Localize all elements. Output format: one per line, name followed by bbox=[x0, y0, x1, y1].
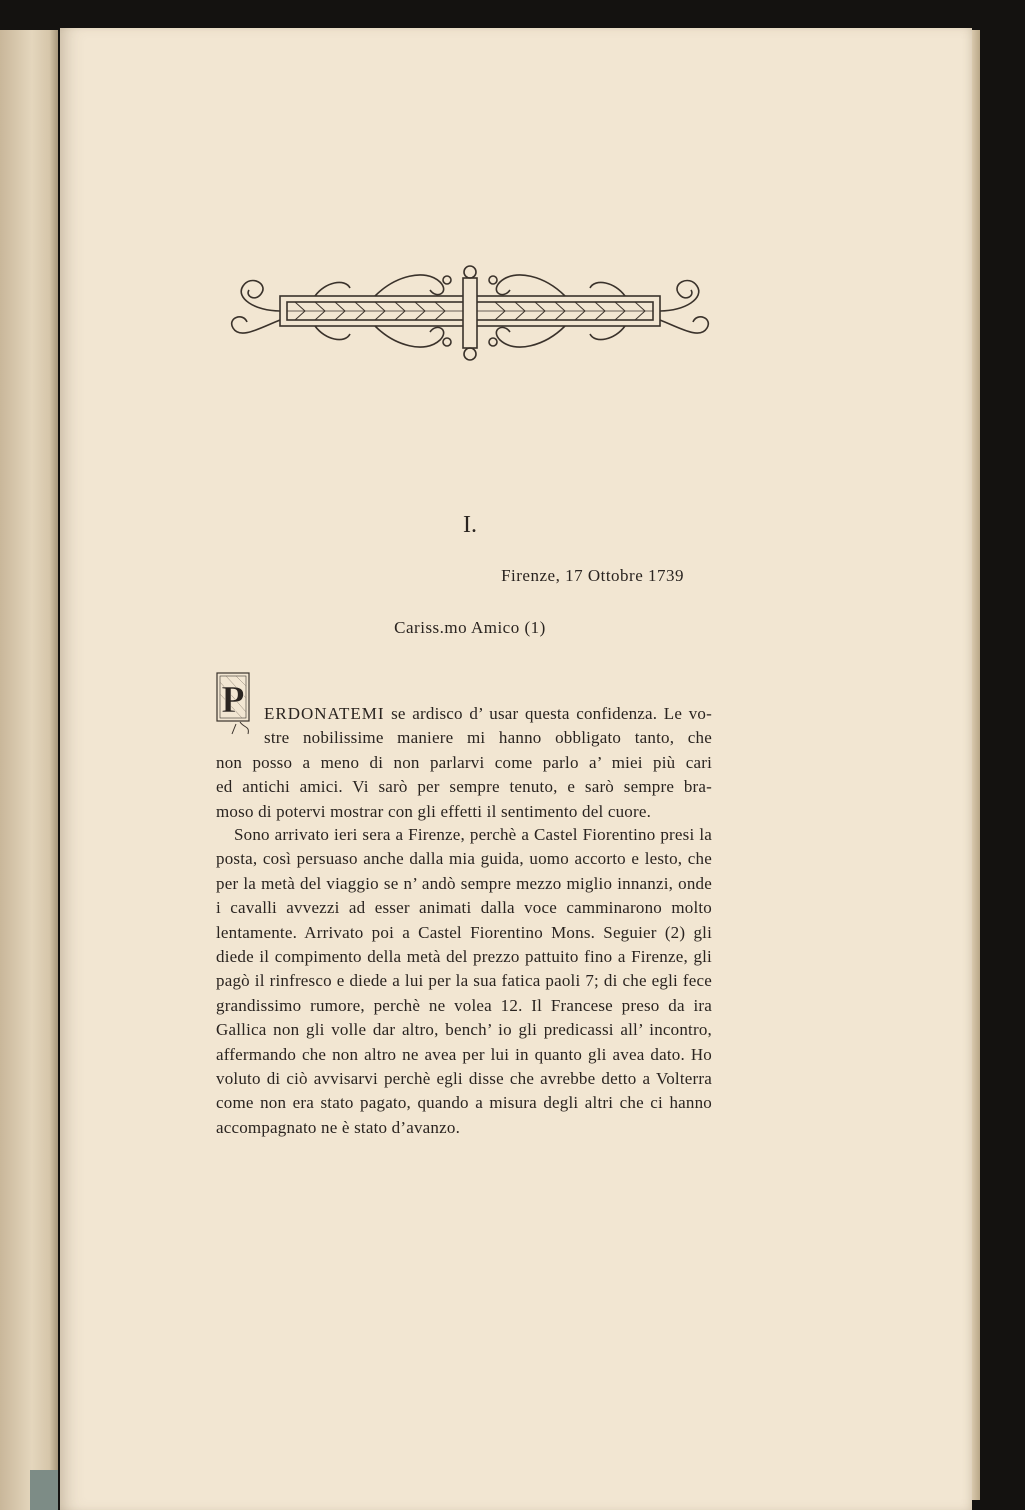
paragraph-1-line-2: stre nobilissime maniere mi hanno obbligato tanto, che bbox=[264, 728, 712, 748]
paragraph-2 bbox=[216, 823, 712, 1140]
paragraph-2-text: Sono arrivato ieri sera a Firenze, perchè a Castel Fiorentino presi la posta, così persuaso anche dalla mia guida, uomo accorto e lesto, che per la metà del viaggio se n’ andò sempre mezzo miglio innanzi, onde i cavalli avvezzi ad esser animati dalla voce camminarono molto lentamente. Arrivato poi a Castel Fiorentino Mons. Seguier (2) gli diede il compimento della metà del prezzo pattuito fino a Firenze, gli pagò il rinfresco e diede a lui per la sua fatica paoli 7; di che egli fece grandissimo rumore, perchè ne volea 12. Il Francese preso da ira Gallica non gli volle dar altro, bench’ io gli predicassi all’ incontro, affermando che non altro ne avea per lui in quanto gli avea dato. Ho voluto di ciò avvisarvi perchè egli disse che avrebbe detto a Volterra come non era stato pagato, quando a misura degli altri che ci hanno accompagnato ne è stato d’avanzo. bbox=[216, 825, 712, 1137]
letter-dateline: Firenze, 17 Ottobre 1739 bbox=[501, 566, 684, 585]
letter-salutation: Cariss.mo Amico (1) bbox=[394, 618, 546, 637]
paragraph-1-line-1 bbox=[216, 702, 712, 726]
svg-text:P: P bbox=[221, 679, 245, 721]
line-1-text: se ardisco d’ usar questa confidenza. Le vo- bbox=[384, 704, 712, 723]
chapter-number: I. bbox=[463, 512, 477, 538]
right-page-edge bbox=[972, 30, 980, 1500]
paragraph-1-line-4: ed antichi amici. Vi sarò per sempre tenuto, e sarò sempre bra- bbox=[216, 777, 712, 797]
paragraph-1 bbox=[216, 702, 712, 824]
left-page-edge bbox=[0, 30, 58, 1510]
left-page-corner bbox=[30, 1470, 58, 1510]
paragraph-1-line-5: moso di potervi mostrar con gli effetti il sentimento del cuore. bbox=[216, 801, 652, 821]
paragraph-1-line-3: non posso a meno di non parlarvi come parlo a’ miei più cari bbox=[216, 752, 712, 772]
opening-word: ERDONATEMI bbox=[264, 704, 385, 723]
ornamental-headpiece bbox=[225, 258, 715, 364]
